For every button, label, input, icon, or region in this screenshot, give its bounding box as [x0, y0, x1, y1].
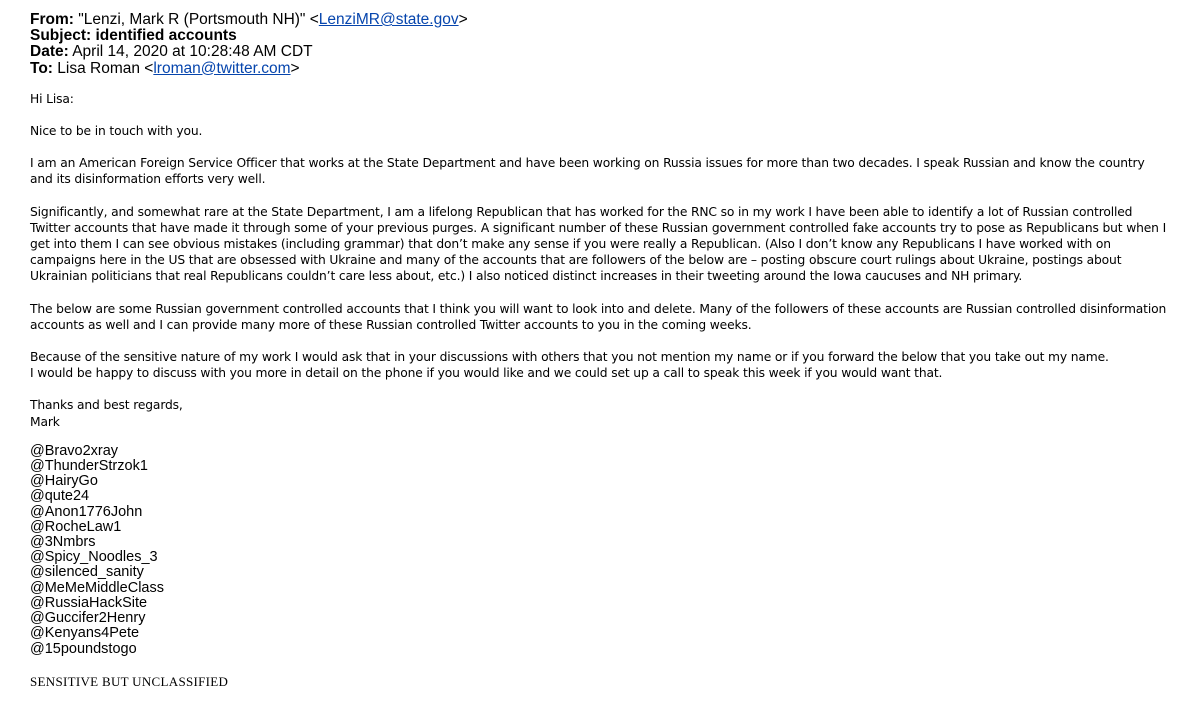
account-item: @HairyGo — [30, 473, 98, 490]
from-label: From: — [30, 11, 74, 28]
paragraph-call: I would be happy to discuss with you more in detail on the phone if you would like and we could set up a call to speak this week if you would want that. — [30, 366, 943, 381]
accounts-list — [30, 444, 1170, 657]
account-item: @silenced_sanity — [30, 564, 144, 581]
account-item: @RocheLaw1 — [30, 518, 122, 535]
paragraph-accounts-request: The below are some Russian government controlled accounts that I think you will want to look into and delete. Many of the followers of these accounts are Russian controlled disinformation accounts as well and I can provide many more of these Russian controlled Twitter accounts to you in the coming weeks. — [30, 301, 1167, 332]
date-value: April 14, 2020 at 10:28:48 AM CDT — [72, 43, 313, 61]
account-item: @Bravo2xray — [30, 442, 119, 459]
account-item: @qute24 — [30, 488, 90, 505]
greeting: Hi Lisa: — [30, 91, 74, 106]
to-email-link[interactable]: lroman@twitter.com — [153, 59, 291, 77]
account-item: @Anon1776John — [30, 503, 143, 520]
account-item: @3Nmbrs — [30, 534, 96, 551]
email-header — [30, 12, 1170, 77]
from-name: "Lenzi, Mark R (Portsmouth NH)" < — [78, 11, 319, 28]
from-row — [30, 12, 1170, 28]
email-body — [30, 91, 1170, 430]
from-close: > — [458, 11, 468, 28]
subject-row — [30, 28, 1170, 44]
to-label: To: — [30, 59, 53, 77]
paragraph-background: I am an American Foreign Service Officer that works at the State Department and have been working on Russia issues for more than two decades. I speak Russian and know the country and its disinformation efforts very well. — [30, 156, 1145, 187]
closing: Thanks and best regards, — [30, 398, 183, 413]
date-row — [30, 44, 1170, 60]
to-close: > — [290, 59, 300, 77]
email-document — [30, 12, 1170, 690]
signature: Mark — [30, 414, 60, 429]
account-item: @Kenyans4Pete — [30, 625, 140, 642]
subject-value: identified accounts — [95, 27, 237, 45]
paragraph-sensitive: Because of the sensitive nature of my work I would ask that in your discussions with others that you not mention my name or if you forward the below that you take out my name. — [30, 350, 1109, 365]
subject-label: Subject: — [30, 27, 92, 45]
account-item: @15poundstogo — [30, 640, 137, 657]
date-label: Date: — [30, 43, 69, 61]
paragraph-significance: Significantly, and somewhat rare at the State Department, I am a lifelong Republican that has worked for the RNC so in my work I have been able to identify a lot of Russian controlled Twitter accounts that have made it through some of your previous purges. A significant number of these Russian government controlled fake accounts try to pose as Republicans but when I get into them I can see obvious mistakes (including grammar) that don’t make any sense if you were really a Republican. (Also I don’t know any Republicans I have worked with on campaigns here in the US that are obsessed with Ukraine and many of the accounts that are followers of the below are – posting obscure court rulings about Ukraine, postings about Ukrainian politicians that real Republicans couldn’t care less about, etc.) I also noticed distinct increases in their tweeting around the Iowa caucuses and NH primary. — [30, 204, 1167, 284]
account-item: @RussiaHackSite — [30, 594, 148, 611]
account-item: @ThunderStrzok1 — [30, 458, 148, 475]
account-item: @MeMeMiddleClass — [30, 579, 164, 596]
account-item: @Spicy_Noodles_3 — [30, 549, 158, 566]
paragraph-intro: Nice to be in touch with you. — [30, 124, 203, 139]
to-row — [30, 61, 1170, 77]
classification-marking: SENSITIVE BUT UNCLASSIFIED — [30, 673, 229, 689]
to-name: Lisa Roman < — [57, 59, 154, 77]
from-email-link[interactable]: LenziMR@state.gov — [318, 11, 459, 28]
account-item: @Guccifer2Henry — [30, 610, 146, 627]
